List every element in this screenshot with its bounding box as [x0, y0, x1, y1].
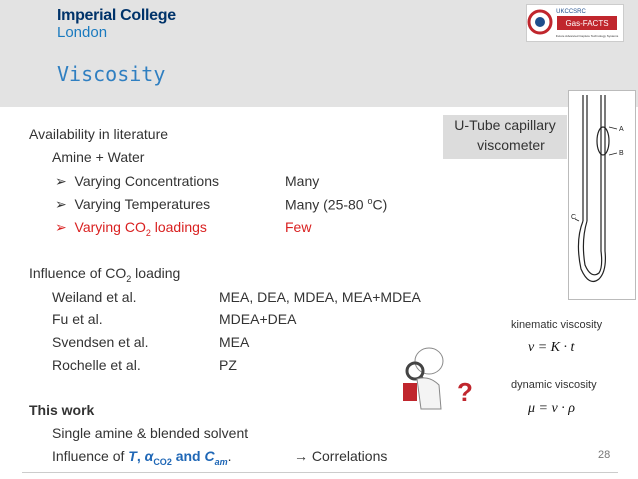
question-icon: ? — [457, 377, 473, 407]
amines-weiland: MEA, DEA, MDEA, MEA+MDEA — [219, 289, 421, 305]
thinking-figure-image — [395, 345, 471, 415]
right-arrow-icon: → — [294, 448, 308, 464]
dynamic-formula: μ = ν · ρ — [528, 401, 575, 416]
kinematic-formula: ν = K · t — [528, 340, 575, 355]
amines-svendsen: MEA — [219, 334, 250, 350]
lit-row-3-value: Few — [285, 219, 312, 235]
author-weiland: Weiland et al. — [52, 289, 137, 305]
author-svendsen: Svendsen et al. — [52, 334, 149, 350]
gas-facts-logo — [526, 4, 624, 42]
author-rochelle: Rochelle et al. — [52, 357, 141, 373]
page-number: 28 — [598, 449, 611, 461]
utube-viscometer-image — [568, 90, 636, 300]
lit-row-1-value: Many — [285, 173, 320, 189]
thiswork-line1: Single amine & blended solvent — [52, 425, 249, 441]
imperial-logo: Imperial College London — [57, 7, 176, 41]
bullet-arrow-icon: ➢ — [55, 196, 67, 212]
bulb-label-b: B — [619, 150, 624, 157]
lit-row-2: ➢ Varying Temperatures — [55, 196, 211, 212]
bulb-label-a: A — [619, 126, 624, 133]
partner-logo-bottom: Future Advanced Capture Technology Systems — [555, 34, 619, 38]
lit-row-1: ➢ Varying Concentrations — [55, 173, 219, 189]
utube-callout: U-Tube capillary viscometer — [443, 115, 567, 159]
lit-heading: Availability in literature — [29, 126, 169, 142]
amines-fu: MDEA+DEA — [219, 311, 297, 327]
bullet-arrow-icon: ➢ — [55, 173, 67, 189]
influence-heading: Influence of $CO_2$ loading — [29, 265, 181, 284]
partner-logo-mid: Gas-FACTS — [565, 19, 609, 28]
footer-divider — [22, 472, 618, 473]
kinematic-label: kinematic viscosity — [511, 319, 603, 331]
partner-logo-top: UKCCSRC — [556, 9, 586, 15]
bulb-label-c: C — [571, 214, 577, 221]
bullet-arrow-icon: ➢ — [55, 219, 67, 235]
lit-sub: Amine + Water — [52, 149, 145, 165]
thiswork-line2: Influence of T, $\alpha_{CO2}$ and $C_{am}$. — [52, 448, 232, 467]
dynamic-label: dynamic viscosity — [511, 379, 597, 391]
lit-row-2-value: Many (25-80 $^o$C) — [285, 196, 388, 213]
slide-title: Viscosity — [57, 62, 166, 86]
thiswork-heading: This work — [29, 402, 95, 418]
amines-rochelle: PZ — [219, 357, 237, 373]
lit-row-3: ➢ Varying $CO_2$ loadings — [55, 219, 207, 238]
author-fu: Fu et al. — [52, 311, 103, 327]
correlations: → Correlations — [294, 448, 388, 464]
